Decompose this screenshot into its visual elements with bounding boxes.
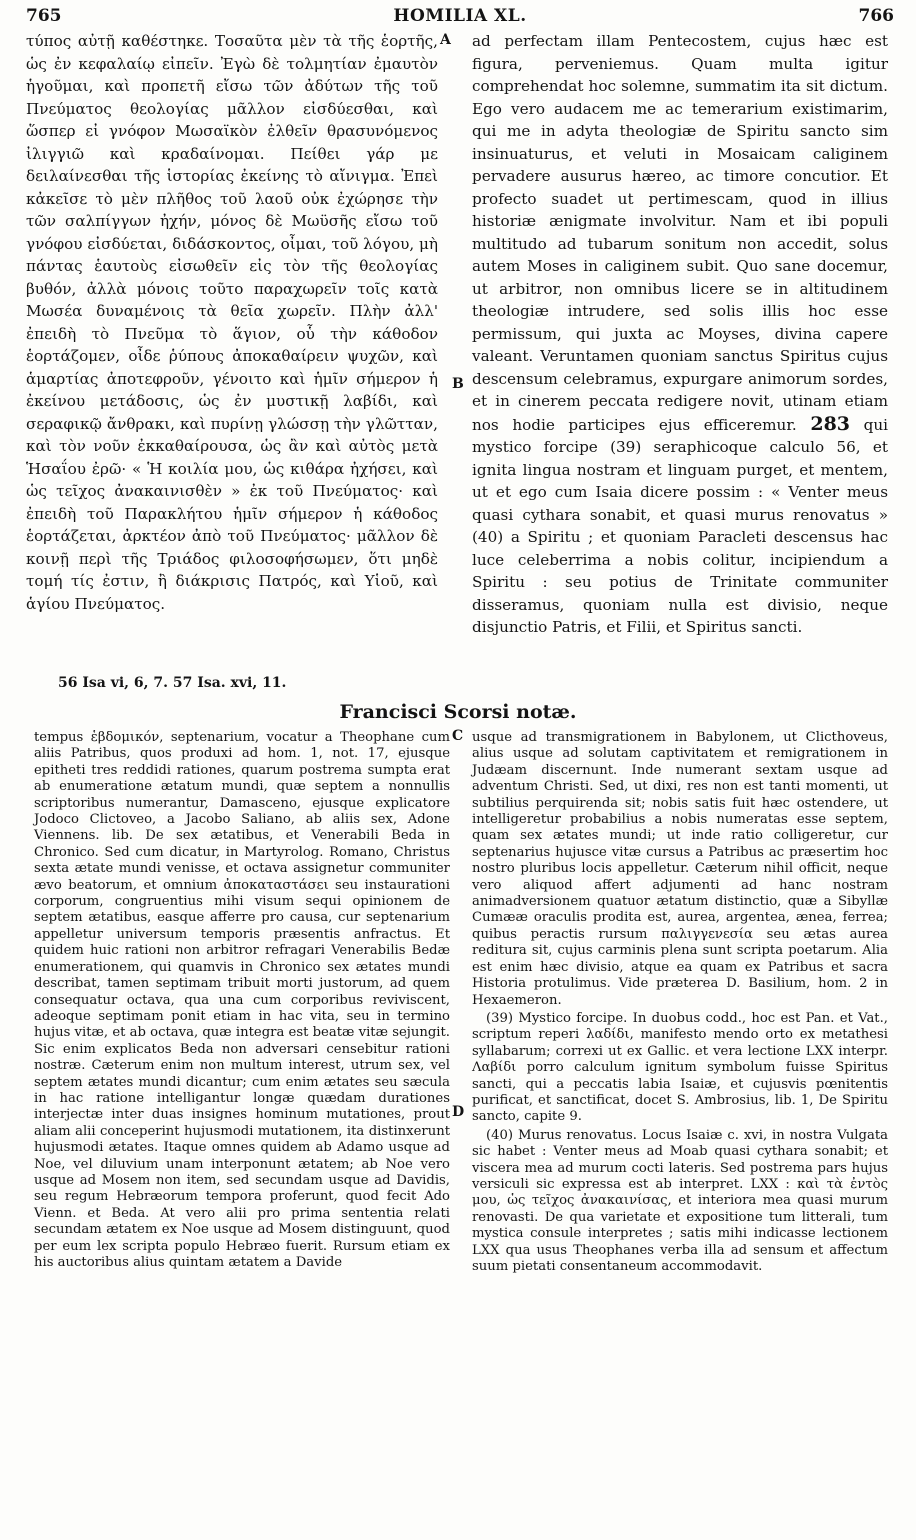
page-number-left: 765 bbox=[26, 6, 62, 26]
page-number-right: 766 bbox=[858, 6, 894, 26]
latin-page-number: 283 bbox=[810, 412, 851, 435]
latin-text-b: qui mystico forcipe (39) seraphicoque calculo 56, et ignita lingua nostram et linguam purget, et mentem, ut et ego cum Isaia dicere possim : « Venter meus quasi cythara sonabit, et quasi murus renovatus » (40) a Spiritu ; et quoniam Paracleti descensus hac luce celeberrima a nobis colitur, incipiendum a Spiritu : seu potius de Trinitate communiter disseramus, quoniam nulla est divisio, neque disjunctio Patris, et Filii, et Spiritus sancti. bbox=[472, 415, 889, 636]
notes-right-text-a: usque ad transmigrationem in Babylonem, ut Clicthoveus, alius usque ad solutam captivitatem et remigrationem in Judæam discernunt. Inde numerant sextam usque ad adventum Christi. Sed, ut dixi, res non est tanti momenti, ut subtilius perquirenda sit; nobis satis fuit hæc ostendere, ut intelligeretur probabilius a nobis numeratas esse septem, quam sex ætates mundi; ut inde ratio colligeretur, cur septenarius hujusce vitæ cursus a Patribus ac præsertim hoc nostro pluribus locis appelletur. Cæterum nihil officit, neque vero aliquod affert adjumenti ad hanc nostram animadversionem quatuor ætatum distinctio, quæ a Sibyllæ Cumææ oraculis prodita est, aurea, argentea, ænea, ferrea; quibus peractis rursum παλιγγενεσία seu ætas aurea reditura sit, cujus carminis plena sunt scripta poetarum. Alia est enim hæc divisio, atque ea quam ex Patribus et sacra Historia protulimus. Vide præterea D. Basilium, hom. 2 in Hexaemeron. bbox=[472, 730, 888, 1008]
greek-text: τύπος αὐτῇ καθέστηκε. Τοσαῦτα μὲν τὰ τῆς ἑορτῆς, ὡς ἐν κεφαλαίῳ εἰπεῖν. Ἐγὼ δὲ τολμητίαν ἐμαυτὸν ἡγοῦμαι, καὶ προπετῆ εἴσω τῶν ἀδύτων τῆς τοῦ Πνεύματος θεολογίας μᾶλλον εἰσδύεσθαι, καὶ ὥσπερ εἰ γνόφον Μωσαϊκὸν ἐλθεῖν θρασυνόμενος ἰλιγγιῶ καὶ κραδαίνομαι. Πείθει γάρ με δειλαίνεσθαι τῆς ἱστορίας ἐκείνης τὸ αἴνιγμα. Ἐπεὶ κἀκεῖσε τὸ μὲν πλῆθος τοῦ λαοῦ οὐκ ἐχώρησε τὴν τῶν σαλπίγγων ἠχήν, μόνος δὲ Μωϋσῆς εἴσω τοῦ γνόφου εἰσδύεται, διδάσκοντος, οἶμαι, τοῦ λόγου, μὴ πάντας ἑαυτοὺς εἰσωθεῖν εἰς τὸν τῆς θεολογίας βυθόν, ἀλλὰ μόνοις τοῦτο παραχωρεῖν τοῖς κατὰ Μωσέα δυναμένοις τὰ θεῖα χωρεῖν. Πλὴν ἀλλ' ἐπειδὴ τὸ Πνεῦμα τὸ ἅγιον, οὗ τὴν κάθοδον ἑορτάζομεν, οἶδε ῥύπους ἀποκαθαίρειν ψυχῶν, καὶ ἁμαρτίας ἀποτεφροῦν, γένοιτο καὶ ἡμῖν σήμερον ἡ ἐκείνου μετάδοσις, ὡς ἐν μυστικῇ λαβίδι, καὶ σεραφικῷ ἄνθρακι, καὶ πυρίνῃ γλώσσῃ τὴν γλῶτταν, καὶ τὸν νοῦν ἐκκαθαίρουσα, ὡς ἂν καὶ αὐτὸς μετὰ Ἡσαΐου ἐρῶ· « Ἡ κοιλία μου, ὡς κιθάρα ἠχήσει, καὶ ὡς τεῖχος ἀνακαινισθὲν » ἐκ τοῦ Πνεύματος· καὶ ἐπειδὴ τοῦ Παρακλήτου ἡμῖν σήμερον ἡ κάθοδος ἑορτάζεται, ἀρκτέον ἀπὸ τοῦ Πνεύματος· μᾶλλον δὲ κοινῇ περὶ τῆς Τριάδος φιλοσοφήσωμεν, ὅτι μηδὲ τομή τίς ἐστιν, ἢ διάκρισις Πατρός, καὶ Υἱοῦ, καὶ ἁγίου Πνεύματος. bbox=[26, 32, 438, 613]
greek-text-column bbox=[26, 30, 438, 615]
margin-letter-a: A bbox=[440, 32, 451, 48]
margin-letter-c: C bbox=[452, 728, 464, 744]
note-40: (40) Murus renovatus. Locus Isaiæ c. xvi, in nostra Vulgata sic habet : Venter meus ad Moab quasi cythara sonabit; et viscera mea ad murum cocti lateris. Sed postrema pars hujus versiculi sic expressa est ab interpret. LXX : καὶ τὰ ἐντὸς μου, ὡς τεῖχος ἀνακαινίσας, et interiora mea quasi murum renovasti. De qua varietate et expositione tum litterali, tum mystica consule interpretes ; satis mihi indicasse lectionem LXX qua usus Theophanes verba illa ad sensum et affectum suum pietati consentaneum accommodavit. bbox=[472, 1127, 888, 1274]
notes-left-text: tempus ἑβδομικόν, septenarium, vocatur a Theophane cum aliis Patribus, quos produxi ad hom. 1, not. 17, ejusque epitheti tres reddidi rationes, quarum postrema sumpta erat ab enumeratione ætatum mundi, quæ septem a nonnullis scriptoribus numerantur, Damasceno, ejusque explicatore Jodoco Clictoveo, a Jacobo Saliano, ab aliis sex, Adone Viennens. lib. De sex ætatibus, et Venerabili Beda in Chronico. Sed cum dicatur, in Martyrolog. Romano, Christus sexta ætate mundi venisse, et octava assignetur communiter ævo beatorum, et omnium ἀποκαταστάσει seu instaurationi corporum, congruentius mihi visum sequi opinionem de septem ætatibus, easque afferre pro causa, cur septenarium appelletur universum temporis præsentis anfractus. Et quidem huic rationi non arbitror refragari Venerabilis Bedæ enumerationem, qui quamvis in Chronico sex ætates mundi describat, tamen septimam tribuit morti justorum, ad quem consequatur octava, qua una cum corporibus reviviscent, adeoque septimam ponit etiam in hac vita, seu in termino hujus vitæ, et ab octava, quæ integra est beatæ vitæ sejungit. Sic enim explicatos Beda non adversari censebitur rationi nostræ. Cæterum enim non multum interest, utrum sex, vel septem ætates mundi dicantur; cum enim ætates seu sæcula in hac ratione intelligantur longæ quædam durationes interjectæ inter duas insignes hominum mutationes, prout aliam alii conceperint hujusmodi mutationem, ita distinxerunt hujusmodi ætates. Itaque omnes quidem ab Adamo usque ad Noe, vel diluvium unam interponunt ætatem; ab Noe vero usque ad Mosem non item, sed secundam usque ad Davidis, seu regum Hebræorum tempora proferunt, quod fecit Ado Vienn. et Beda. At vero alii pro prima sententia relati secundam ætatem ex Noe usque ad Mosem distinguunt, quod per eum lex scripta populo Hebræo fuerit. Rursum etiam ex his auctoribus alius quintam ætatem a Davide bbox=[34, 730, 450, 1270]
margin-letter-b: B bbox=[452, 376, 464, 392]
notes-right-column bbox=[472, 730, 888, 1277]
latin-text-column bbox=[472, 30, 888, 639]
margin-letter-d: D bbox=[452, 1104, 465, 1120]
scripture-references: 56 Isa vi, 6, 7. 57 Isa. xvi, 11. bbox=[58, 675, 287, 691]
latin-text-a: ad perfectam illam Pentecostem, cujus hæc est figura, perveniemus. Quam multa igitur comprehendat hoc solemne, summatim ita sit dictum. Ego vero audacem me ac temerarium existimarim, qui me in adyta theologiæ de Spiritu sancto sim insinuaturus, et veluti in Mosaicam caliginem pervadere ausurus hæreo, ac timore concutior. Et profecto suadet ut pertimescam, quod in illius historiæ ænigmate involvitur. Nam et ibi populi multitudo ad tubarum sonitum non accedit, solus autem Moses in caliginem subit. Quo sane docemur, ut arbitror, non omnibus licere se in altitudinem theologiæ intrudere, sed solis illis hoc esse permissum, qui juxta ac Moyses, divina capere valeant. Veruntamen quoniam sanctus Spiritus cujus descensum celebramus, expurgare animorum sordes, et in cinerem peccata redigere novit, utinam etiam nos hodie participes ejus efficeremur. bbox=[472, 32, 888, 434]
notes-left-column bbox=[34, 730, 450, 1273]
page-title: HOMILIA XL. bbox=[393, 6, 527, 26]
notes-title: Francisci Scorsi notæ. bbox=[339, 701, 577, 723]
note-39: (39) Mystico forcipe. In duobus codd., hoc est Pan. et Vat., scriptum reperi λαδίδι, manifesto mendo orto ex metathesi syllabarum; correxi ut ex Gallic. et vera lectione LXX interpr. Λαβίδι porro calculum ignitum symbolum fuisse Spiritus sancti, qui a peccatis labia Isaiæ, et cujusvis pœnitentis purificat, et sanctificat, docet S. Ambrosius, lib. 1, De Spiritu sancto, capite 9. bbox=[472, 1010, 888, 1125]
